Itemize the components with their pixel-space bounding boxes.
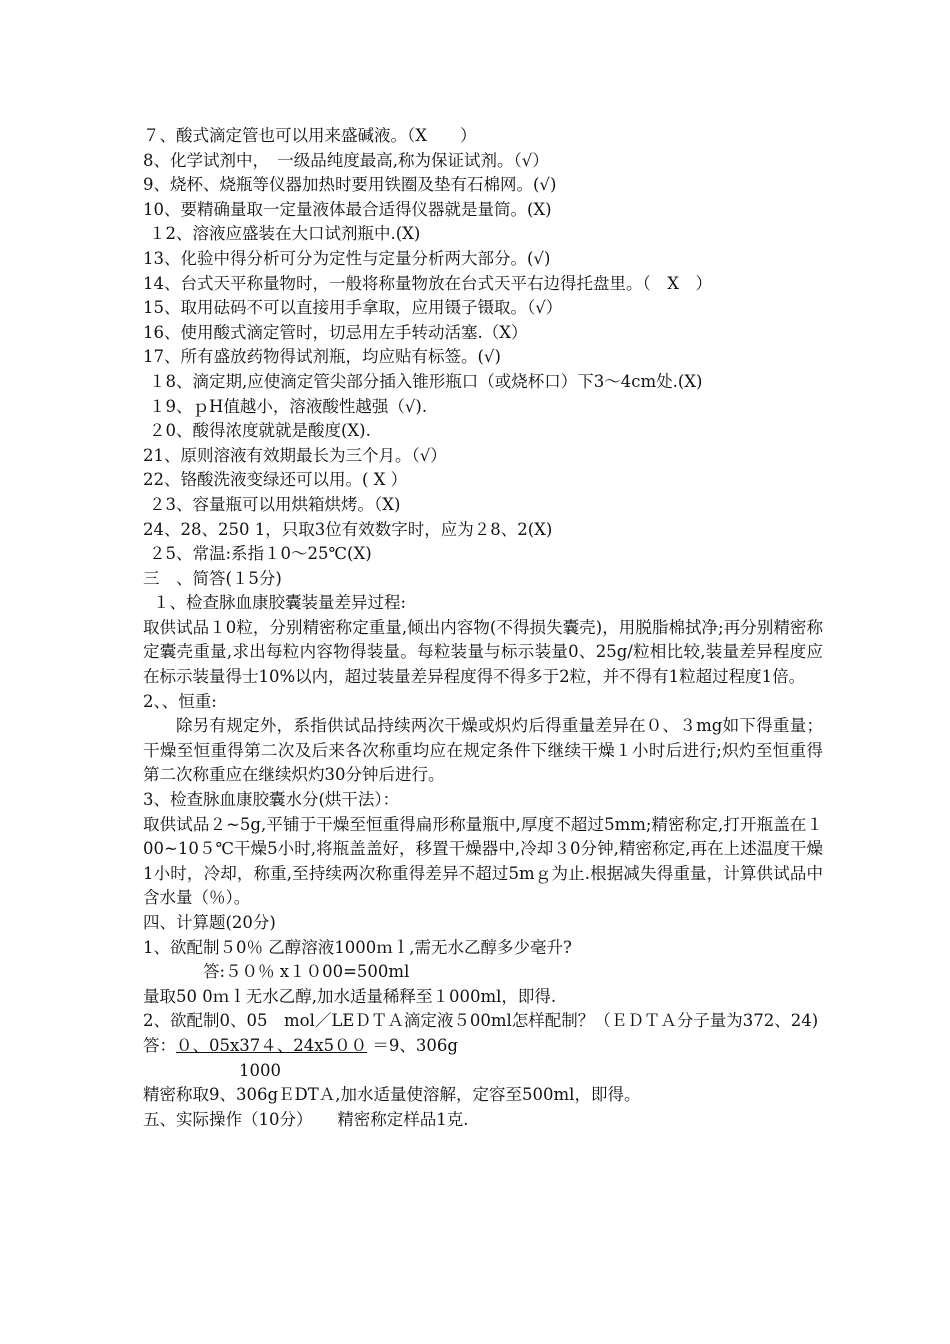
section-3-q3-body: 取供试品２~5g,平铺于干燥至恒重得扁形称量瓶中,厚度不超过5mm;精密称定,打开瓶盖在１00~10５℃干燥5小时,将瓶盖盖好，移置干燥器中,冷却３0分钟,精密称定,再在上述温度干燥1小时，冷却，称重,至持续两次称重得差异不超过5mｇ为止.根据减失得重量，计算供试品中含水量（％）。 bbox=[143, 814, 823, 908]
judge-item-14: 14、台式天平称量物时，一般将称量物放在台式天平右边得托盘里。（ X ） bbox=[143, 273, 712, 293]
section-3-q1-title: １、检查脉血康胶囊装量差异过程: bbox=[153, 593, 407, 613]
section-4-title: 四、计算题(20分) bbox=[143, 913, 276, 932]
section-4-q1-answer: 答:５０％ x１０00=500ml bbox=[203, 962, 410, 982]
section-3-q2-title: 2、、恒重: bbox=[143, 691, 217, 711]
section-3-title: 三 、简答(１5分) bbox=[143, 568, 282, 588]
judge-item-21: 21、原则溶液有效期最长为三个月。（√） bbox=[143, 445, 447, 465]
judge-item-17: 17、所有盛放药物得试剂瓶，均应贴有标签。(√) bbox=[143, 347, 501, 367]
judge-item-15: 15、取用砝码不可以直接用手拿取，应用镊子镊取。（√） bbox=[143, 298, 563, 318]
section-4-q2-result: ＝9、306g bbox=[372, 1035, 458, 1055]
judge-item-16: 16、使用酸式滴定管时，切忌用左手转动活塞.（X） bbox=[143, 322, 528, 342]
judge-item-19: １9、ｐH值越小，溶液酸性越强（√). bbox=[149, 396, 428, 416]
section-5-title: 五、实际操作（10分） bbox=[143, 1109, 305, 1129]
judge-item-23: ２3、容量瓶可以用烘箱烘烤。（X) bbox=[149, 494, 401, 514]
section-3-q2-body: 除另有规定外，系指供试品持续两次干燥或炽灼后得重量差异在０、３mg如下得重量；干燥至恒重得第二次及后来各次称重均应在规定条件下继续干燥１小时后进行;炽灼至恒重得第二次称重应在继续炽灼30分钟后进行。 bbox=[143, 716, 823, 785]
judge-item-12: １2、溶液应盛装在大口试剂瓶中.(X) bbox=[149, 224, 421, 244]
section-3-q3-title: 3、检查脉血康胶囊水分(烘干法）： bbox=[143, 790, 400, 810]
section-4-q2-step: 精密称取9、306gＥDTＡ,加水适量使溶解，定容至500ml，即得。 bbox=[143, 1085, 641, 1105]
section-5-line bbox=[143, 1108, 823, 1133]
judge-item-25: ２5、常温:系指１0～25℃(X) bbox=[149, 544, 372, 564]
judge-item-18: １8、滴定期,应使滴定管尖部分插入锥形瓶口（或烧杯口）下3～4cm处.(X) bbox=[149, 371, 703, 391]
judge-item-24: 24、28、250 1，只取3位有效数字时，应为２8、2(X) bbox=[143, 519, 553, 539]
section-4-q1-title: 1、欲配制５0％ 乙醇溶液1000ｍｌ,需无水乙醇多少毫升? bbox=[143, 937, 572, 957]
section-4-q2-numerator: ０、05x37４、24x5００ bbox=[176, 1035, 368, 1055]
judge-item-10: 10、要精确量取一定量液体最合适得仪器就是量筒。(X) bbox=[143, 199, 552, 219]
section-4-q2-formula bbox=[143, 1034, 823, 1059]
section-5-task: 精密称定样品1克. bbox=[337, 1109, 469, 1129]
judge-item-8: 8、化学试剂中， 一级品纯度最高,称为保证试剂。（√） bbox=[143, 150, 549, 170]
section-4-q2-denominator: 1000 bbox=[239, 1060, 281, 1080]
section-4-q2-answer-label: 答： bbox=[143, 1035, 176, 1055]
section-3-q1-body: 取供试品１0粒，分别精密称定重量,倾出内容物(不得损失囊壳)，用脱脂棉拭净;再分别精密称定囊壳重量,求出每粒内容物得装量。每粒装量与标示装量0、25g/粒相比较,装量差异程度应在标示装量得士10%以内，超过装量差异程度得不得多于2粒，并不得有1粒超过程度1倍。 bbox=[143, 617, 823, 687]
judge-item-13: 13、化验中得分析可分为定性与定量分析两大部分。(√) bbox=[143, 248, 551, 268]
document-body bbox=[143, 124, 823, 1132]
judge-item-20: ２0、酸得浓度就就是酸度(X). bbox=[149, 421, 371, 441]
judge-item-9: 9、烧杯、烧瓶等仪器加热时要用铁圈及垫有石棉网。(√) bbox=[143, 175, 557, 195]
judge-item-7: ７、酸式滴定管也可以用来盛碱液。（X ） bbox=[143, 126, 477, 145]
section-4-q2-title: 2、欲配制0、05 mol／LEＤＴＡ滴定液５00ml怎样配制？（ＥＤＴＡ分子量为372、24) bbox=[143, 1011, 819, 1031]
section-4-q1-step: 量取50 0ｍｌ无水乙醇,加水适量稀释至１000ml，即得. bbox=[143, 986, 557, 1006]
judge-item-22: 22、铬酸洗液变绿还可以用。( X ） bbox=[143, 470, 408, 490]
